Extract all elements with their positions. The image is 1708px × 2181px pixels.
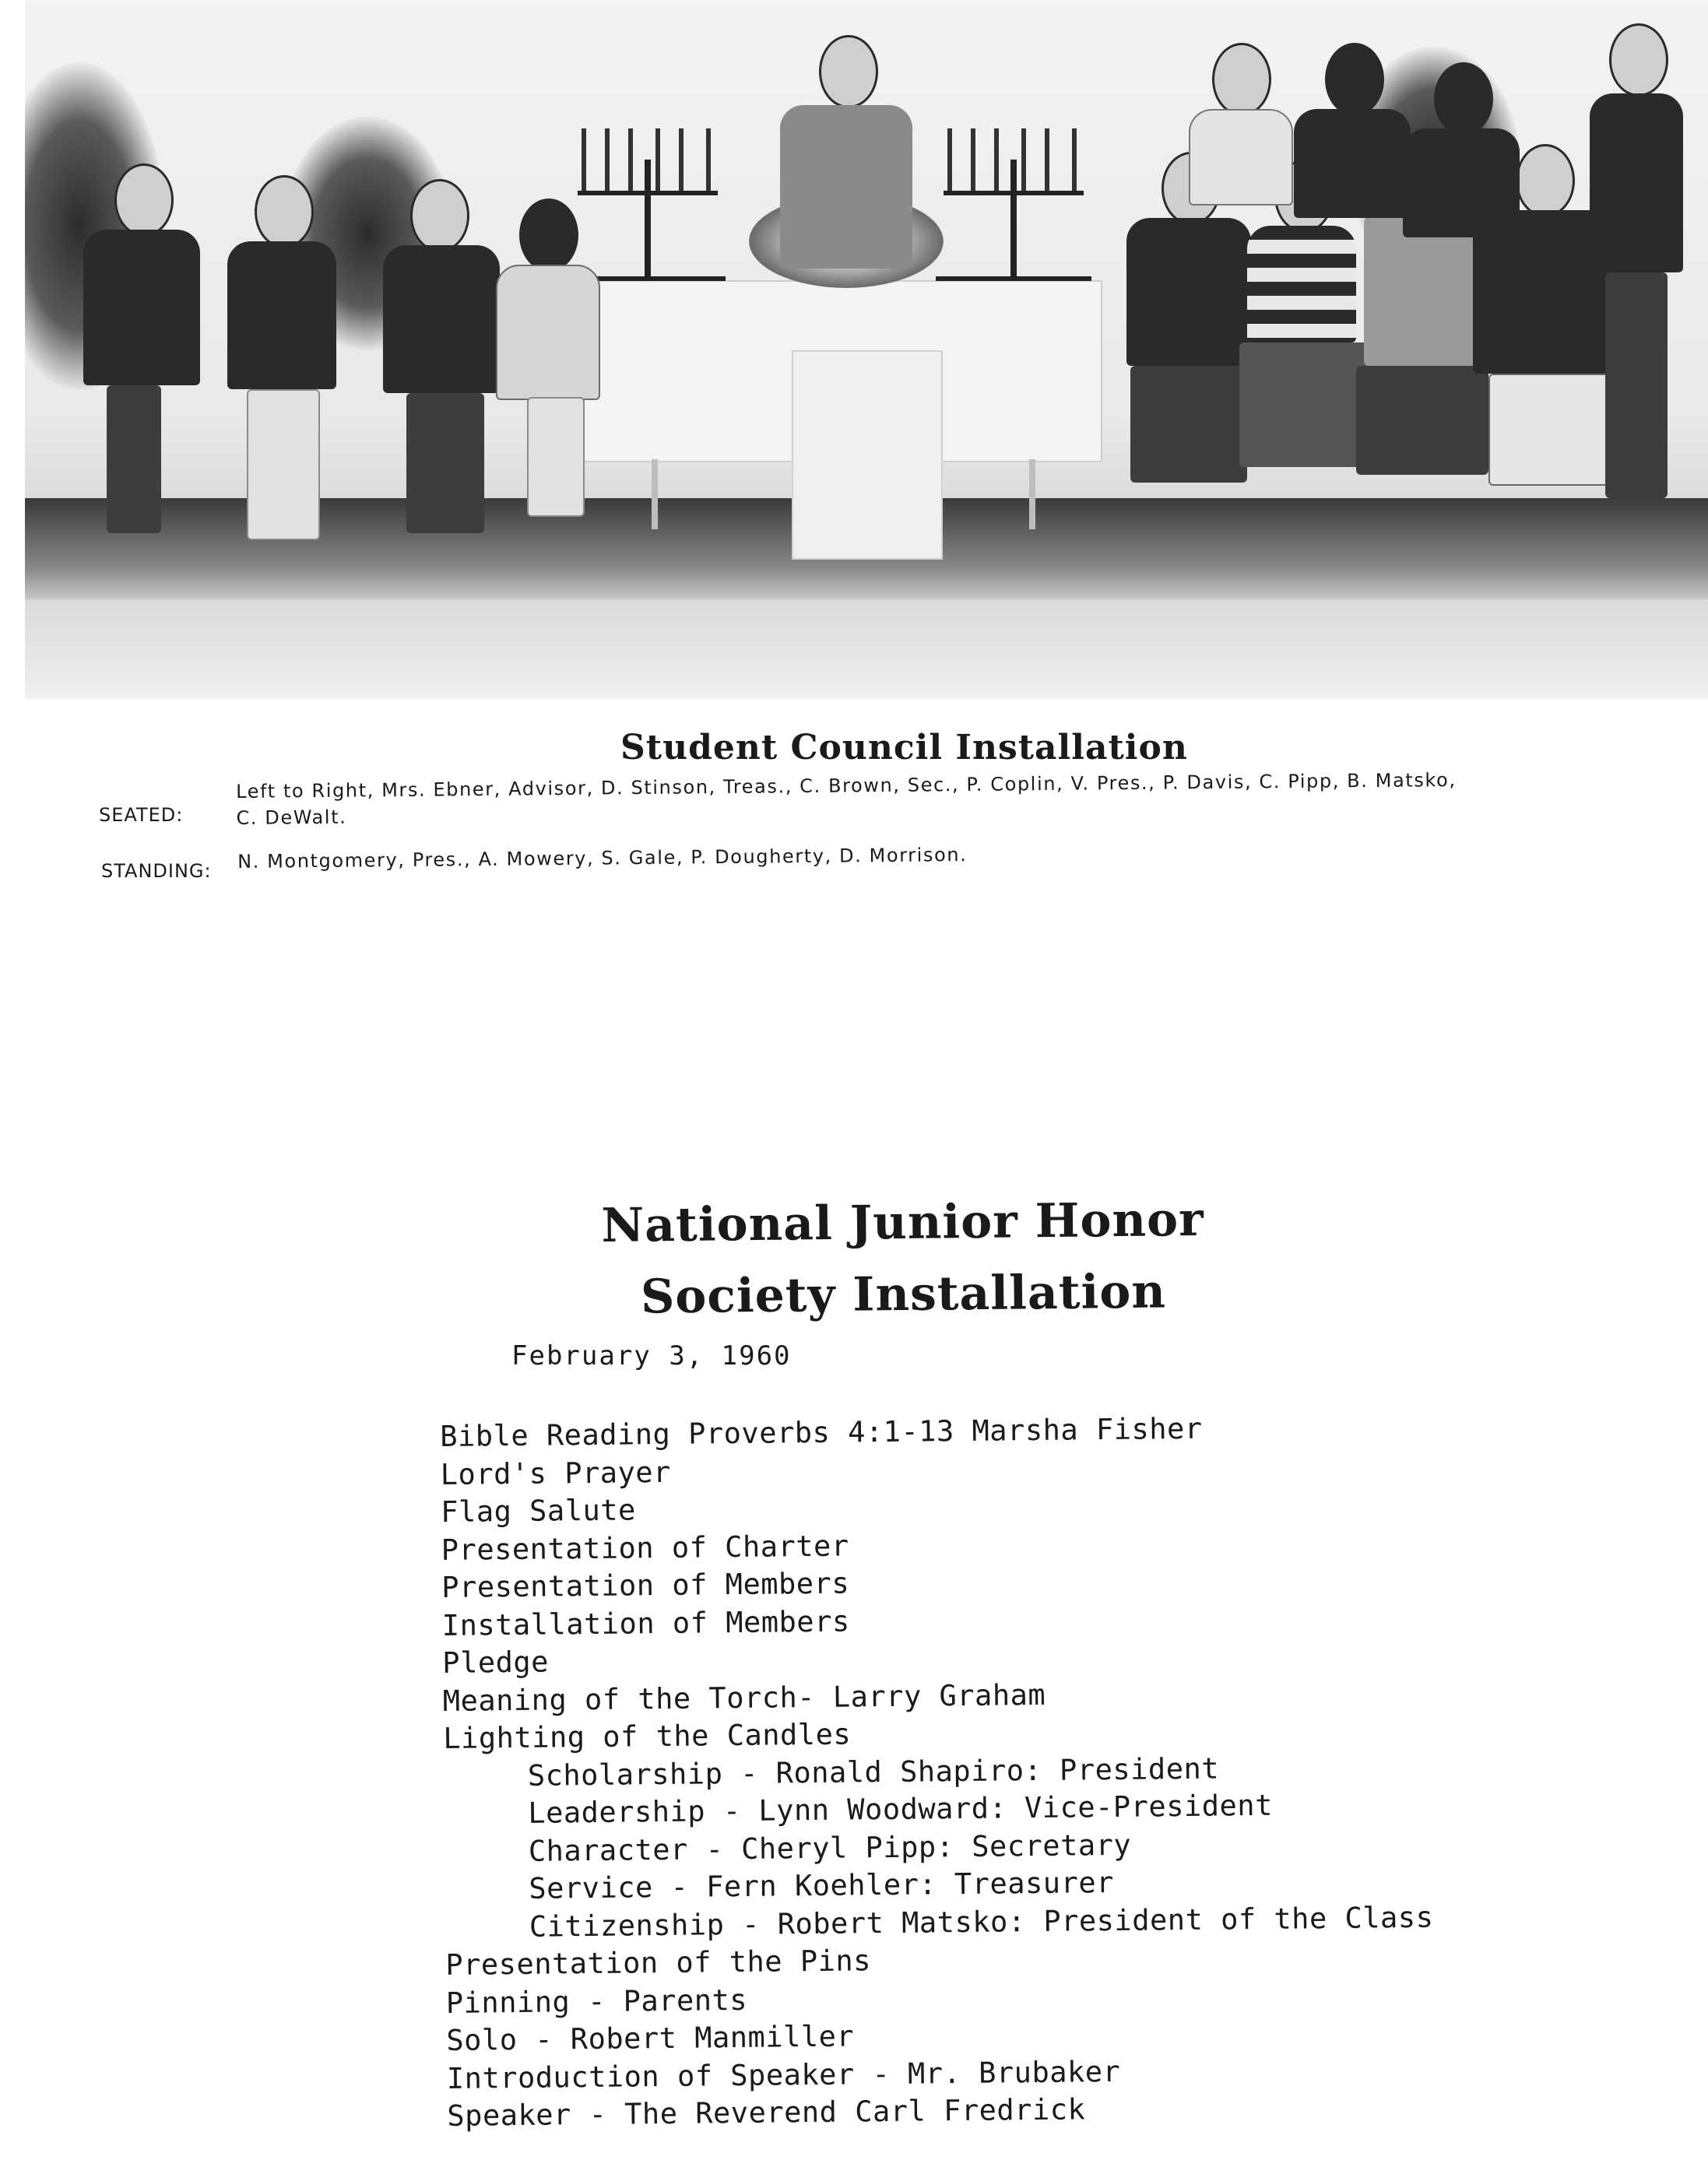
program-subitem: Character - Cheryl Pipp: Secretary bbox=[528, 1828, 1132, 1868]
program-item: Pinning - Parents bbox=[445, 1983, 748, 2020]
standing-label: STANDING: bbox=[101, 860, 212, 882]
seated-line-2: C. DeWalt. bbox=[236, 806, 347, 829]
njhs-title-line-1: National Junior Honor bbox=[601, 1192, 1205, 1254]
program-item: Solo - Robert Manmiller bbox=[446, 2019, 855, 2057]
podium bbox=[792, 350, 943, 560]
program-subitem: Leadership - Lynn Woodward: Vice-President bbox=[528, 1788, 1274, 1830]
table-leg bbox=[1029, 459, 1035, 529]
njhs-title-line-2: Society Installation bbox=[640, 1264, 1167, 1325]
program-item: Installation of Members bbox=[441, 1604, 850, 1642]
program-list bbox=[440, 1408, 1436, 2136]
program-subitem: Service - Fern Koehler: Treasurer bbox=[529, 1865, 1115, 1905]
program-item: Pledge bbox=[442, 1645, 550, 1680]
program-item: Meaning of the Torch- Larry Graham bbox=[442, 1677, 1046, 1718]
njhs-date: February 3, 1960 bbox=[511, 1340, 792, 1371]
group-photo bbox=[25, 0, 1708, 699]
candelabra-left bbox=[570, 113, 726, 281]
seated-label: SEATED: bbox=[99, 804, 184, 826]
program-item: Presentation of Charter bbox=[441, 1529, 849, 1567]
program-item: Bible Reading Proverbs 4:1-13 Marsha Fisher bbox=[440, 1411, 1203, 1453]
program-item: Lighting of the Candles bbox=[443, 1717, 852, 1755]
program-item: Presentation of the Pins bbox=[445, 1944, 872, 1982]
table-leg bbox=[652, 459, 658, 529]
program-item: Presentation of Members bbox=[441, 1566, 850, 1604]
candelabra-right bbox=[936, 113, 1091, 281]
program-item: Flag Salute bbox=[441, 1493, 637, 1529]
program-item: Speaker - The Reverend Carl Fredrick bbox=[447, 2092, 1086, 2133]
student-council-title: Student Council Installation bbox=[620, 728, 1188, 767]
program-item: Lord's Prayer bbox=[440, 1455, 672, 1491]
standing-names: N. Montgomery, Pres., A. Mowery, S. Gale, P. Dougherty, D. Morrison. bbox=[237, 844, 968, 873]
seated-line-1: Left to Right, Mrs. Ebner, Advisor, D. Stinson, Treas., C. Brown, Sec., P. Coplin, V. Pres., P. Davis, C. Pipp, B. Matsko, bbox=[236, 768, 1457, 803]
program-item: Introduction of Speaker - Mr. Brubaker bbox=[446, 2054, 1121, 2095]
stage-edge bbox=[25, 599, 1708, 699]
program-subitem: Citizenship - Robert Matsko: President of the Class bbox=[529, 1900, 1434, 1944]
seated-names bbox=[236, 767, 1457, 831]
njhs-title bbox=[552, 1183, 1254, 1333]
program-subitem: Scholarship - Ronald Shapiro: President bbox=[527, 1751, 1220, 1793]
